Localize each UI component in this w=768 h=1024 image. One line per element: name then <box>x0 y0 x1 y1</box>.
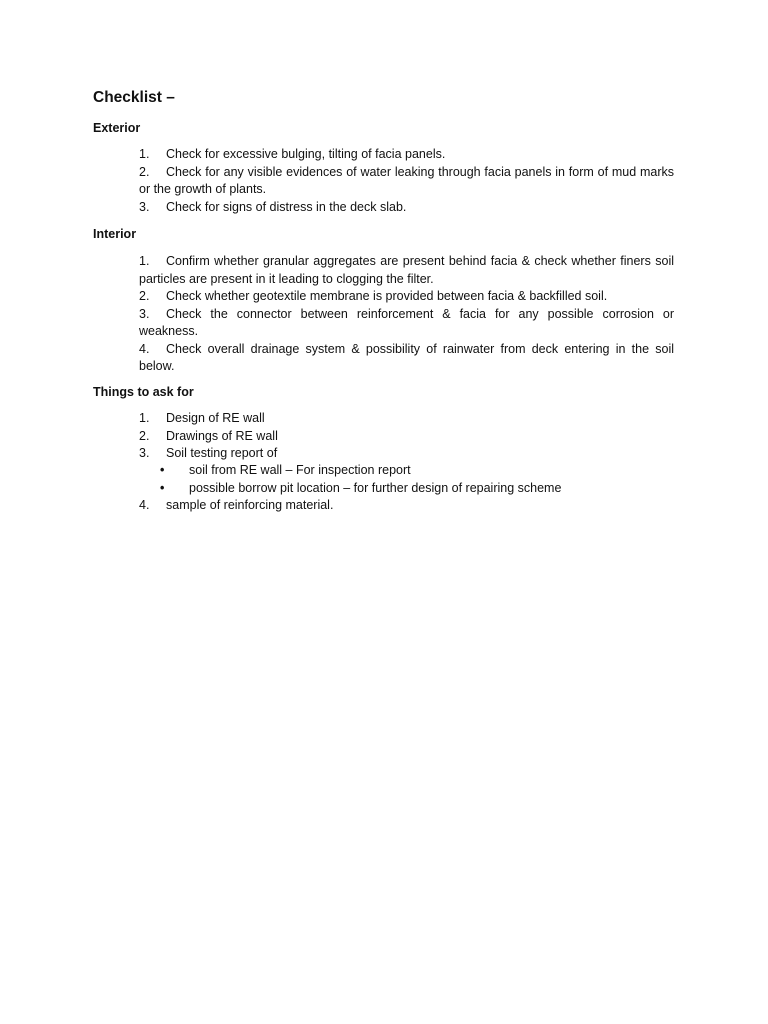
item-text: Check for excessive bulging, tilting of facia panels. <box>166 147 446 161</box>
item-number: 1. <box>139 147 150 161</box>
section-heading-things-to-ask: Things to ask for <box>93 385 194 399</box>
list-item <box>139 253 674 288</box>
item-number: 2. <box>139 289 150 303</box>
item-text: Check the connector between reinforcement & facia for any possible corrosion or weakness. <box>139 306 674 338</box>
item-text: Drawings of RE wall <box>166 428 278 443</box>
list-item <box>139 428 674 446</box>
item-text: Check for any visible evidences of water leaking through facia panels in form of mud marks or the growth of plants. <box>139 164 674 196</box>
item-text: sample of reinforcing material. <box>166 498 334 512</box>
item-number: 2. <box>139 428 150 443</box>
item-number: 4. <box>139 498 150 512</box>
exterior-list <box>139 146 674 216</box>
bullet-item <box>160 480 561 498</box>
item-number: 3. <box>139 446 150 460</box>
item-text: Check for signs of distress in the deck slab. <box>166 199 407 214</box>
sub-bullet-list <box>160 462 561 497</box>
section-heading-exterior: Exterior <box>93 121 141 135</box>
bullet-icon: • <box>160 463 165 477</box>
item-text: Check whether geotextile membrane is provided between facia & backfilled soil. <box>166 289 608 303</box>
list-item <box>139 146 674 164</box>
list-item <box>139 410 674 428</box>
item-number: 1. <box>139 411 150 425</box>
item-text: Check overall drainage system & possibility of rainwater from deck entering in the soil below. <box>139 341 674 373</box>
item-number: 3. <box>139 306 150 321</box>
list-item <box>139 164 674 199</box>
list-item <box>139 199 674 217</box>
list-item <box>139 497 674 515</box>
list-item <box>139 288 674 306</box>
bullet-item <box>160 462 561 480</box>
item-number: 3. <box>139 199 150 214</box>
list-item <box>139 306 674 341</box>
page-title: Checklist – <box>93 89 175 106</box>
list-item <box>139 341 674 376</box>
ask-list-continued <box>139 497 674 515</box>
ask-list <box>139 410 674 463</box>
item-number: 4. <box>139 341 150 356</box>
list-item <box>139 445 674 463</box>
interior-list <box>139 253 674 376</box>
item-number: 1. <box>139 254 150 268</box>
item-number: 2. <box>139 164 150 179</box>
item-text: Soil testing report of <box>166 446 278 460</box>
bullet-icon: • <box>160 480 165 495</box>
item-text: Design of RE wall <box>166 411 265 425</box>
section-heading-interior: Interior <box>93 227 137 241</box>
item-text: Confirm whether granular aggregates are present behind facia & check whether finers soil particles are present in it leading to clogging the filter. <box>139 254 674 286</box>
bullet-text: soil from RE wall – For inspection report <box>189 463 411 477</box>
bullet-text: possible borrow pit location – for further design of repairing scheme <box>189 480 562 495</box>
